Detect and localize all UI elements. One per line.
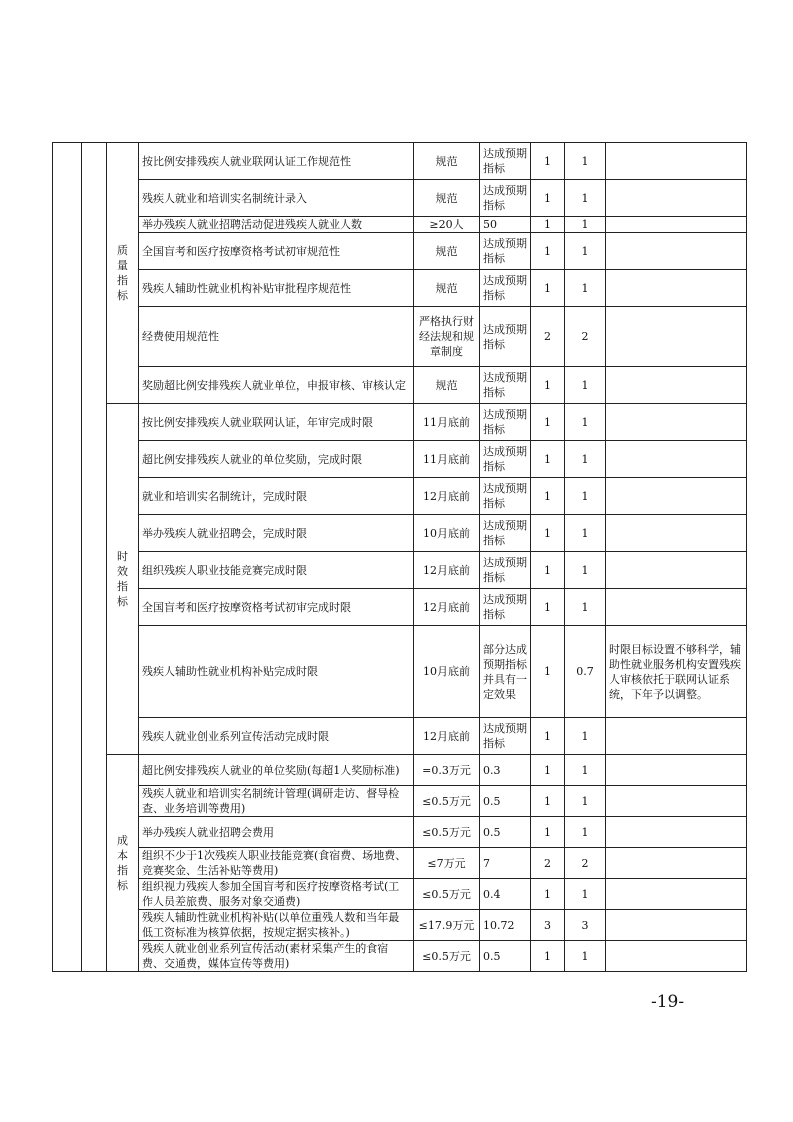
level1-cell — [53, 143, 82, 972]
indicator-actual: 达成预期指标 — [480, 233, 531, 270]
indicator-target: 10月底前 — [414, 515, 480, 552]
indicator-score: 1 — [565, 404, 606, 441]
indicator-target: ≥20人 — [414, 217, 480, 233]
indicator-actual: 达成预期指标 — [480, 589, 531, 626]
indicator-score: 1 — [565, 367, 606, 404]
indicator-actual: 达成预期指标 — [480, 718, 531, 755]
indicator-note — [606, 848, 747, 879]
indicator-actual: 0.5 — [480, 786, 531, 817]
indicator-actual: 50 — [480, 217, 531, 233]
indicator-score: 1 — [565, 941, 606, 972]
page-number: -19- — [651, 992, 685, 1012]
indicator-target: ≤0.5万元 — [414, 817, 480, 848]
indicator-note — [606, 515, 747, 552]
indicator-note — [606, 367, 747, 404]
table-row — [53, 941, 747, 972]
table-row — [53, 217, 747, 233]
indicator-weight: 2 — [531, 307, 565, 367]
indicator-note — [606, 307, 747, 367]
indicator-name: 奖励超比例安排残疾人就业单位，申报审核、审核认定 — [139, 367, 414, 404]
indicator-target: ≤0.5万元 — [414, 786, 480, 817]
indicator-note — [606, 786, 747, 817]
indicator-weight: 1 — [531, 404, 565, 441]
indicator-weight: 1 — [531, 180, 565, 217]
table-row — [53, 515, 747, 552]
table-body — [53, 143, 747, 972]
table-row — [53, 755, 747, 786]
table-row — [53, 848, 747, 879]
indicator-score: 0.7 — [565, 626, 606, 718]
indicator-note — [606, 817, 747, 848]
category-cost — [107, 755, 139, 972]
indicator-name: 超比例安排残疾人就业的单位奖励，完成时限 — [139, 441, 414, 478]
indicator-weight: 1 — [531, 441, 565, 478]
indicator-name: 组织残疾人职业技能竞赛完成时限 — [139, 552, 414, 589]
indicator-target: ≤0.5万元 — [414, 879, 480, 910]
indicator-actual: 达成预期指标 — [480, 367, 531, 404]
indicator-weight: 1 — [531, 879, 565, 910]
indicator-name: 全国盲考和医疗按摩资格考试初审完成时限 — [139, 589, 414, 626]
indicator-weight: 1 — [531, 515, 565, 552]
table-row — [53, 786, 747, 817]
category-label: 时 效 指 标 — [117, 550, 128, 608]
table-row — [53, 143, 747, 180]
indicator-actual: 达成预期指标 — [480, 270, 531, 307]
indicator-actual: 10.72 — [480, 910, 531, 941]
indicator-name: 超比例安排残疾人就业的单位奖励(每超1人奖励标准) — [139, 755, 414, 786]
indicator-note — [606, 879, 747, 910]
indicator-name: 残疾人辅助性就业机构补贴完成时限 — [139, 626, 414, 718]
indicator-score: 1 — [565, 817, 606, 848]
performance-indicator-table — [52, 142, 747, 972]
indicator-weight: 2 — [531, 848, 565, 879]
indicator-score: 1 — [565, 233, 606, 270]
indicator-weight: 1 — [531, 270, 565, 307]
indicator-target: ≤17.9万元 — [414, 910, 480, 941]
indicator-name: 就业和培训实名制统计，完成时限 — [139, 478, 414, 515]
level2-cell — [82, 143, 107, 972]
indicator-actual: 0.5 — [480, 817, 531, 848]
indicator-score: 1 — [565, 217, 606, 233]
indicator-note — [606, 441, 747, 478]
indicator-note — [606, 941, 747, 972]
table-row — [53, 233, 747, 270]
indicator-weight: 1 — [531, 367, 565, 404]
indicator-actual: 达成预期指标 — [480, 404, 531, 441]
indicator-score: 2 — [565, 307, 606, 367]
indicator-name: 残疾人就业创业系列宣传活动完成时限 — [139, 718, 414, 755]
indicator-name: 全国盲考和医疗按摩资格考试初审规范性 — [139, 233, 414, 270]
indicator-target: 11月底前 — [414, 404, 480, 441]
category-timeliness — [107, 404, 139, 755]
table-row — [53, 478, 747, 515]
indicator-name: 残疾人辅助性就业机构补贴(以单位重残人数和当年最低工资标准为核算依据，按规定据实核补。) — [139, 910, 414, 941]
indicator-weight: 3 — [531, 910, 565, 941]
indicator-target: 规范 — [414, 270, 480, 307]
indicator-name: 残疾人就业创业系列宣传活动(素材采集产生的食宿费、交通费，媒体宣传等费用) — [139, 941, 414, 972]
table-row — [53, 552, 747, 589]
indicator-note — [606, 233, 747, 270]
indicator-name: 残疾人就业和培训实名制统计录入 — [139, 180, 414, 217]
indicator-score: 1 — [565, 552, 606, 589]
indicator-weight: 1 — [531, 626, 565, 718]
table-row — [53, 441, 747, 478]
indicator-actual: 0.3 — [480, 755, 531, 786]
indicator-weight: 1 — [531, 552, 565, 589]
table-row — [53, 367, 747, 404]
indicator-weight: 1 — [531, 817, 565, 848]
indicator-weight: 1 — [531, 941, 565, 972]
table-row — [53, 589, 747, 626]
indicator-weight: 1 — [531, 233, 565, 270]
indicator-score: 1 — [565, 270, 606, 307]
indicator-weight: 1 — [531, 589, 565, 626]
indicator-note — [606, 755, 747, 786]
indicator-score: 1 — [565, 515, 606, 552]
indicator-actual: 达成预期指标 — [480, 441, 531, 478]
category-quality — [107, 143, 139, 404]
indicator-weight: 1 — [531, 478, 565, 515]
table-row — [53, 626, 747, 718]
table-row — [53, 910, 747, 941]
table-row — [53, 307, 747, 367]
indicator-score: 1 — [565, 718, 606, 755]
indicator-name: 组织视力残疾人参加全国盲考和医疗按摩资格考试(工作人员差旅费、服务对象交通费) — [139, 879, 414, 910]
indicator-note — [606, 718, 747, 755]
table-row — [53, 180, 747, 217]
indicator-target: ≤7万元 — [414, 848, 480, 879]
indicator-name: 举办残疾人就业招聘会费用 — [139, 817, 414, 848]
indicator-target: 12月底前 — [414, 718, 480, 755]
indicator-target: 规范 — [414, 367, 480, 404]
indicator-weight: 1 — [531, 786, 565, 817]
indicator-note — [606, 552, 747, 589]
indicator-note — [606, 180, 747, 217]
indicator-actual: 达成预期指标 — [480, 552, 531, 589]
indicator-name: 按比例安排残疾人就业联网认证工作规范性 — [139, 143, 414, 180]
indicator-actual: 达成预期指标 — [480, 478, 531, 515]
indicator-score: 1 — [565, 589, 606, 626]
indicator-score: 1 — [565, 786, 606, 817]
table-row — [53, 879, 747, 910]
indicator-name: 残疾人就业和培训实名制统计管理(调研走访、督导检查、业务培训等费用) — [139, 786, 414, 817]
indicator-name: 组织不少于1次残疾人职业技能竞赛(食宿费、场地费、竞赛奖金、生活补贴等费用) — [139, 848, 414, 879]
indicator-score: 1 — [565, 180, 606, 217]
indicator-score: 1 — [565, 441, 606, 478]
indicator-name: 举办残疾人就业招聘活动促进残疾人就业人数 — [139, 217, 414, 233]
indicator-actual: 达成预期指标 — [480, 515, 531, 552]
indicator-note — [606, 478, 747, 515]
table-row — [53, 718, 747, 755]
indicator-score: 3 — [565, 910, 606, 941]
indicator-actual: 0.5 — [480, 941, 531, 972]
indicator-actual: 达成预期指标 — [480, 180, 531, 217]
indicator-score: 2 — [565, 848, 606, 879]
indicator-name: 残疾人辅助性就业机构补贴审批程序规范性 — [139, 270, 414, 307]
indicator-score: 1 — [565, 879, 606, 910]
indicator-note — [606, 404, 747, 441]
indicator-actual: 达成预期指标 — [480, 307, 531, 367]
indicator-target: 10月底前 — [414, 626, 480, 718]
table-row — [53, 404, 747, 441]
indicator-weight: 1 — [531, 718, 565, 755]
indicator-name: 经费使用规范性 — [139, 307, 414, 367]
indicator-name: 举办残疾人就业招聘会，完成时限 — [139, 515, 414, 552]
indicator-target: 规范 — [414, 180, 480, 217]
indicator-score: 1 — [565, 478, 606, 515]
indicator-target: 12月底前 — [414, 552, 480, 589]
indicator-note — [606, 589, 747, 626]
indicator-actual: 部分达成预期指标并具有一定效果 — [480, 626, 531, 718]
indicator-weight: 1 — [531, 755, 565, 786]
indicator-note — [606, 143, 747, 180]
indicator-target: 12月底前 — [414, 589, 480, 626]
indicator-note — [606, 217, 747, 233]
category-label: 质 量 指 标 — [117, 244, 128, 302]
indicator-weight: 1 — [531, 217, 565, 233]
indicator-score: 1 — [565, 755, 606, 786]
table-row — [53, 270, 747, 307]
indicator-target: =0.3万元 — [414, 755, 480, 786]
indicator-note — [606, 910, 747, 941]
indicator-target: 11月底前 — [414, 441, 480, 478]
indicator-note: 时限目标设置不够科学，辅助性就业服务机构安置残疾人审核依托于联网认证系统，下年予以调整。 — [606, 626, 747, 718]
indicator-target: ≤0.5万元 — [414, 941, 480, 972]
table-row — [53, 817, 747, 848]
indicator-note — [606, 270, 747, 307]
indicator-target: 12月底前 — [414, 478, 480, 515]
category-label: 成 本 指 标 — [117, 834, 128, 892]
indicator-target: 严格执行财经法规和规章制度 — [414, 307, 480, 367]
indicator-actual: 达成预期指标 — [480, 143, 531, 180]
indicator-score: 1 — [565, 143, 606, 180]
indicator-actual: 7 — [480, 848, 531, 879]
indicator-target: 规范 — [414, 233, 480, 270]
indicator-actual: 0.4 — [480, 879, 531, 910]
indicator-name: 按比例安排残疾人就业联网认证，年审完成时限 — [139, 404, 414, 441]
indicator-target: 规范 — [414, 143, 480, 180]
indicator-weight: 1 — [531, 143, 565, 180]
